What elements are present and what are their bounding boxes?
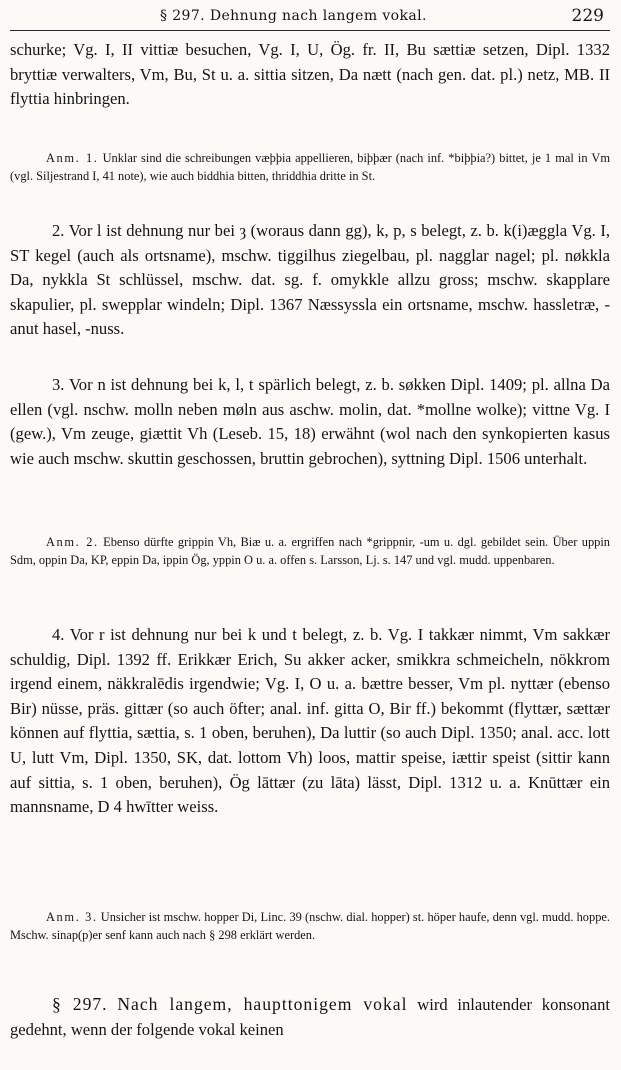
note-2-text <box>10 534 610 569</box>
note-1-body: Unklar sind die schreibungen væþþia appellieren, biþþær (nach inf. *biþþia?) bittet, je 1 mal in Vm (vgl. Siljestrand I, 41 note), wie auch biddhia bitten, thriddhia dritte in St. <box>10 151 610 183</box>
section-297-heading: Nach langem, haupttonigem vokal <box>117 994 408 1014</box>
section-297-text <box>10 992 610 1042</box>
note-1-text <box>10 150 610 185</box>
note-2-label: Anm. 2. <box>46 535 99 549</box>
paragraph-4 <box>10 623 610 820</box>
note-2-body: Ebenso dürfte grippin Vh, Biæ u. a. ergriffen nach *grippnir, -um u. dgl. gebildet sein. Über uppin Sdm, oppin Da, KP, eppin Da, ippin Ög, yppin O u. a. offen s. Larsson, Lj. s. 147 und vgl. mudd. uppenbaren. <box>10 535 610 567</box>
note-1 <box>10 150 610 185</box>
paragraph-2-text: 2. Vor l ist dehnung nur bei ȝ (woraus dann gg), k, p, s belegt, z. b. k(i)æggla Vg. I, ST kegel (auch als ortsname), mschw. tiggilhus ziegelbau, pl. nagglar nagel; pl. nøkkla Da, nykkla St schlüssel, mschw. dat. sg. f. omykkle allzu gross; mschw. skapplare skapulier, pl. swepplar windeln; Dipl. 1367 Næssyssla ein ortsname, mschw. hassletræ, -anut hasel, -nuss. <box>10 221 610 339</box>
paragraph-3-text: 3. Vor n ist dehnung bei k, l, t spärlich belegt, z. b. søkken Dipl. 1409; pl. allna Da ellen (vgl. nschw. molln neben møln aus aschw. molin, dat. *mollne wolke); vittne Vg. I (gew.), Vm zeuge, giættit Vh (Leseb. 15, 18) erwähnt (wol nach den synkopierten kasus wie auch mschw. skuttin geschossen, bruttin gebrochen), syttning Dipl. 1506 unterhalt. <box>10 375 610 468</box>
note-3-body: Unsicher ist mschw. hopper Di, Linc. 39 (nschw. dial. hopper) st. höper haufe, denn vgl. mudd. hoppe. Mschw. sinap(p)er senf kann auch nach § 298 erklärt werden. <box>10 910 610 942</box>
running-header <box>10 6 610 31</box>
note-1-label: Anm. 1. <box>46 151 99 165</box>
paragraph-continuation <box>10 38 610 112</box>
paragraph-2 <box>10 219 610 342</box>
running-head-title: § 297. Dehnung nach langem vokal. <box>160 8 427 24</box>
note-3-text <box>10 909 610 944</box>
paragraph-text: schurke; Vg. I, II vittiæ besuchen, Vg. I, U, Ög. fr. II, Bu sættiæ setzen, Dipl. 1332 bryttiæ verwalters, Vm, Bu, St u. a. sittia sitzen, Da nætt (nach gen. dat. pl.) netz, MB. II flyttia hinbringen. <box>10 40 610 109</box>
section-297-label: § 297. <box>52 994 108 1014</box>
page-number: 229 <box>571 6 604 26</box>
note-3-label: Anm. 3. <box>46 910 98 924</box>
note-3 <box>10 909 610 944</box>
note-2 <box>10 534 610 569</box>
paragraph-4-text: 4. Vor r ist dehnung nur bei k und t belegt, z. b. Vg. I takkær nimmt, Vm sakkær schuldig, Dipl. 1392 ff. Erikkær Erich, Su akker acker, smikkra schmeicheln, nökkrom irgend einem, näkkralēdis irgendwie; Vg. I, O u. a. bættre besser, Vm pl. nyttær (ebenso Bir) nüsse, präs. gittær (so auch öfter; anal. inf. gitta O, Bir ff.) bekommt (flyttær, sættær können auf flyttia, sættia, s. 1 oben, beruhen), Da luttir (so auch Dipl. 1350; anal. acc. lott U, lutt Vm, Dipl. 1350, SK, dat. lottom Vh) loos, mattir speise, iættir speist (sittir kann auf sittia, s. 1 oben, beruhen), Ög lāttær (zu lāta) lässt, Dipl. 1312 u. a. Knūttær ein mannsname, D 4 hwītter weiss. <box>10 625 610 817</box>
section-297 <box>10 992 610 1042</box>
section-297-body: wird inlautender konsonant gedehnt, wenn der folgende vokal keinen <box>10 995 610 1039</box>
paragraph-3 <box>10 373 610 471</box>
